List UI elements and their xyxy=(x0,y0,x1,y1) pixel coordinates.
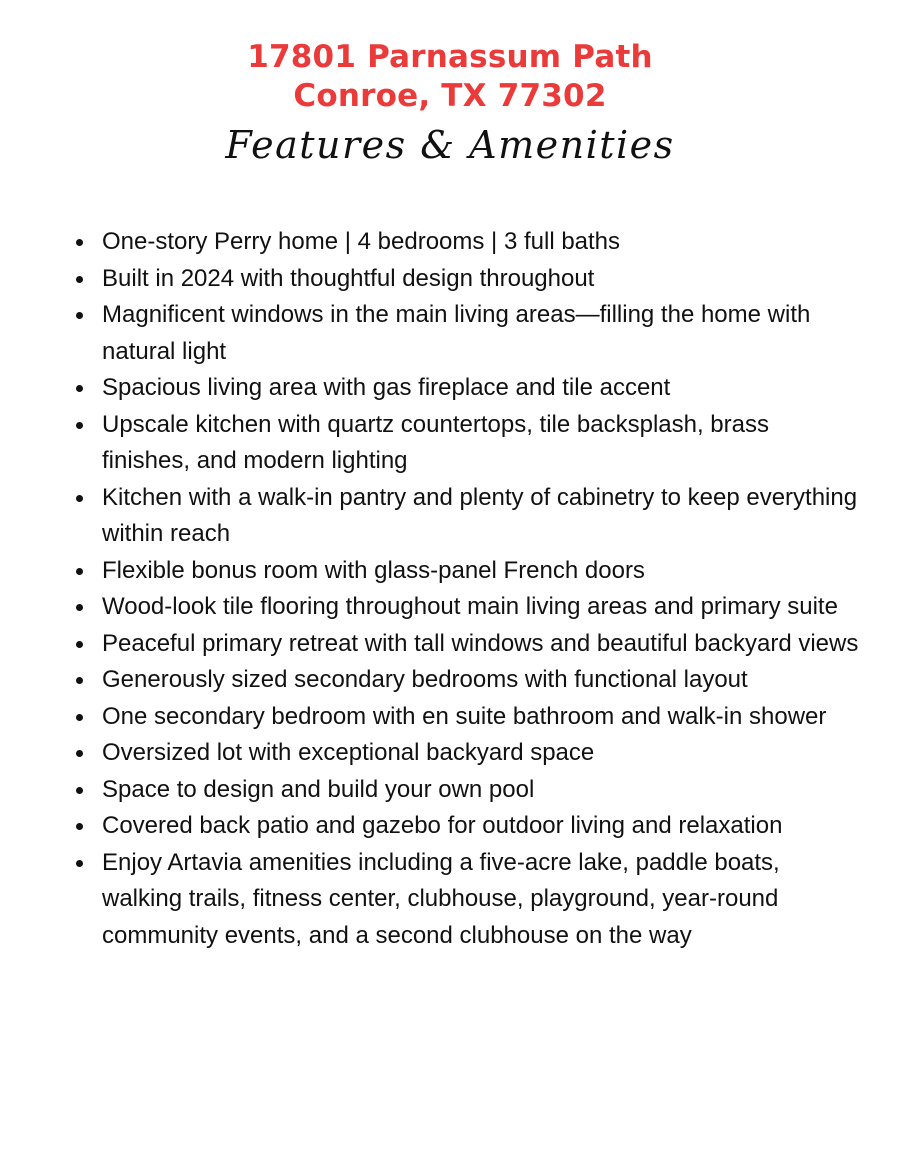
features-list xyxy=(0,224,900,954)
list-item xyxy=(0,735,900,772)
bullet-icon xyxy=(76,385,83,392)
feature-text: Generously sized secondary bedrooms with functional layout xyxy=(102,666,748,693)
list-item xyxy=(0,808,900,845)
feature-text: Flexible bonus room with glass-panel French doors xyxy=(102,556,645,584)
list-item xyxy=(0,626,900,663)
bullet-icon xyxy=(76,422,83,429)
list-item xyxy=(0,845,900,955)
feature-text: Upscale kitchen with quartz countertops, tile backsplash, brass finishes, and modern lighting xyxy=(102,410,769,474)
feature-text: Spacious living area with gas fireplace and tile accent xyxy=(102,374,671,401)
page-title: Features & Amenities xyxy=(225,123,675,167)
bullet-icon xyxy=(76,239,83,246)
list-item xyxy=(0,224,900,261)
list-item xyxy=(0,553,900,590)
list-item xyxy=(0,699,900,736)
feature-text: Oversized lot with exceptional backyard space xyxy=(102,739,595,766)
list-item xyxy=(0,370,900,407)
feature-text: Kitchen with a walk-in pantry and plenty of cabinetry to keep everything within reach xyxy=(102,483,858,547)
feature-text: Built in 2024 with thoughtful design throughout xyxy=(102,264,595,292)
feature-text: Magnificent windows in the main living areas—filling the home with natural light xyxy=(102,301,811,365)
list-item xyxy=(0,480,900,553)
bullet-icon xyxy=(76,604,83,611)
bullet-icon xyxy=(76,787,83,794)
bullet-icon xyxy=(76,750,83,757)
list-item xyxy=(0,589,900,626)
bullet-icon xyxy=(76,641,83,648)
list-item xyxy=(0,407,900,480)
bullet-icon xyxy=(76,823,83,830)
feature-text: Enjoy Artavia amenities including a five-acre lake, paddle boats, walking trails, fitness center, clubhouse, playground, year-round community events, and a second clubhouse on the way xyxy=(102,848,780,949)
address-city-state-zip: Conroe, TX 77302 xyxy=(293,78,607,114)
bullet-icon xyxy=(76,677,83,684)
bullet-icon xyxy=(76,860,83,867)
list-item xyxy=(0,297,900,370)
feature-text: Wood-look tile flooring throughout main living areas and primary suite xyxy=(102,593,838,620)
feature-text: One secondary bedroom with en suite bathroom and walk-in shower xyxy=(102,702,827,730)
feature-text: One-story Perry home | 4 bedrooms | 3 full baths xyxy=(102,228,621,255)
list-item xyxy=(0,662,900,699)
bullet-icon xyxy=(76,495,83,502)
feature-text: Space to design and build your own pool xyxy=(102,775,535,803)
flyer-header xyxy=(0,38,900,170)
feature-text: Covered back patio and gazebo for outdoor living and relaxation xyxy=(102,812,783,839)
address-street: 17801 Parnassum Path xyxy=(247,39,653,75)
list-item xyxy=(0,261,900,298)
bullet-icon xyxy=(76,276,83,283)
bullet-icon xyxy=(76,714,83,721)
feature-text: Peaceful primary retreat with tall windows and beautiful backyard views xyxy=(102,629,859,657)
bullet-icon xyxy=(76,568,83,575)
bullet-icon xyxy=(76,312,83,319)
list-item xyxy=(0,772,900,809)
